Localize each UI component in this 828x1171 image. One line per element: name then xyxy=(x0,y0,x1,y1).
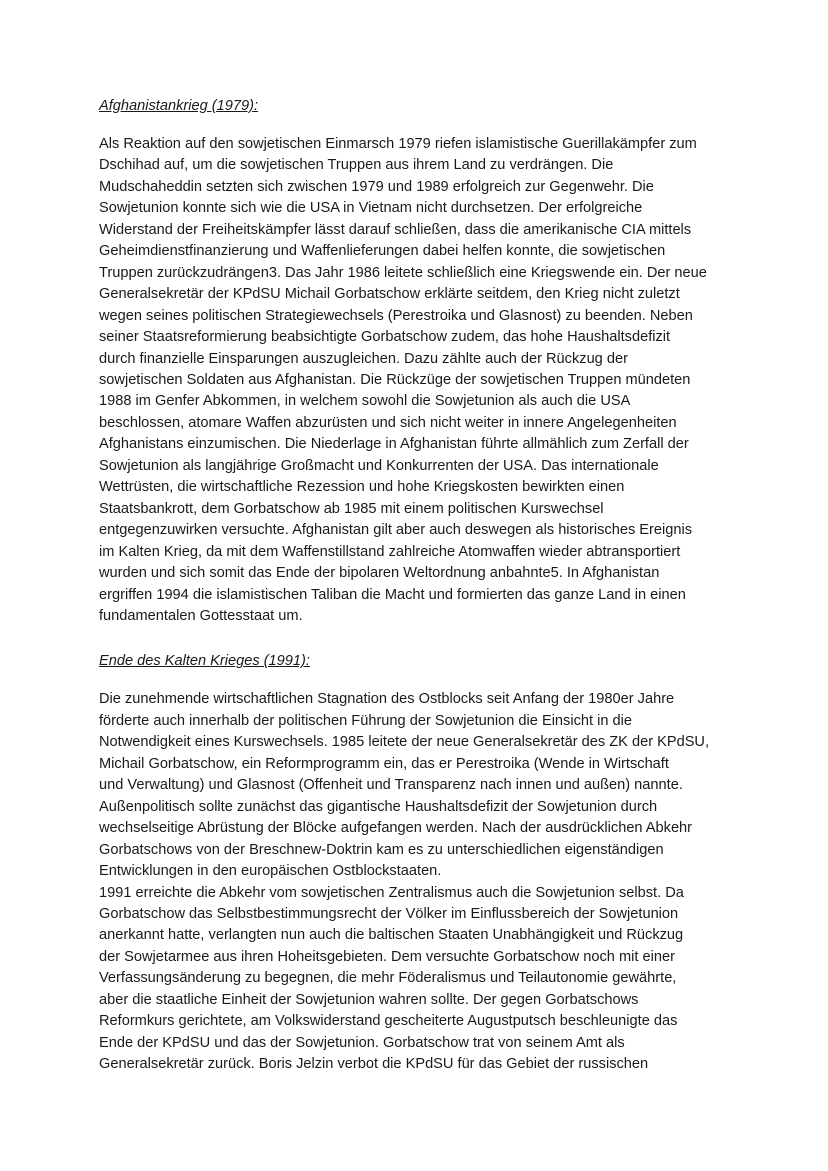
text-line: ergriffen 1994 die islamistischen Taliban die Macht und formierten das ganze Land in einen xyxy=(99,586,686,603)
text-line: förderte auch innerhalb der politischen Führung der Sowjetunion die Einsicht in die xyxy=(99,712,632,729)
text-line: 1991 erreichte die Abkehr vom sowjetischen Zentralismus auch die Sowjetunion selbst. Da xyxy=(99,884,684,901)
text-line: fundamentalen Gottesstaat um. xyxy=(99,607,303,624)
text-line: seiner Staatsreformierung beabsichtigte Gorbatschow zudem, das hohe Haushaltsdefizit xyxy=(99,329,671,346)
text-line: im Kalten Krieg, da mit dem Waffenstillstand zahlreiche Atomwaffen wieder abtransportiert xyxy=(99,543,681,560)
text-line: Sowjetunion konnte sich wie die USA in Vietnam nicht durchsetzen. Der erfolgreiche xyxy=(99,200,643,217)
text-line: Geheimdienstfinanzierung und Waffenlieferungen dabei helfen konnte, die sowjetischen xyxy=(99,243,666,260)
text-line: Die zunehmende wirtschaftlichen Stagnation des Ostblocks seit Anfang der 1980er Jahre xyxy=(99,691,675,708)
text-line: 1988 im Genfer Abkommen, in welchem sowohl die Sowjetunion als auch die USA xyxy=(99,393,631,410)
paragraph-ende-kalter-krieg-2 xyxy=(99,883,739,1076)
text-line: Verfassungsänderung zu begegnen, die mehr Föderalismus und Teilautonomie gewährte, xyxy=(99,970,677,987)
section-heading-ende-kalter-krieg: Ende des Kalten Krieges (1991): xyxy=(99,653,310,670)
text-line: beschlossen, atomare Waffen abzurüsten und sich nicht weiter in innere Angelegenheiten xyxy=(99,414,677,431)
text-line: Staatsbankrott, dem Gorbatschow ab 1985 mit einem politischen Kurswechsel xyxy=(99,500,604,517)
text-line: und Verwaltung) und Glasnost (Offenheit und Transparenz nach innen und außen) nannte. xyxy=(99,777,683,794)
text-line: Reformkurs gerichtete, am Volkswiderstand gescheiterte Augustputsch beschleunigte das xyxy=(99,1013,678,1030)
document-page xyxy=(99,95,739,1076)
text-line: sowjetischen Soldaten aus Afghanistan. Die Rückzüge der sowjetischen Truppen mündeten xyxy=(99,371,691,388)
text-line: durch finanzielle Einsparungen auszugleichen. Dazu zählte auch der Rückzug der xyxy=(99,350,628,367)
text-line: Generalsekretär der KPdSU Michail Gorbatschow erklärte seitdem, den Krieg nicht zuletzt xyxy=(99,286,680,303)
text-line: Sowjetunion als langjährige Großmacht und Konkurrenten der USA. Das internationale xyxy=(99,457,659,474)
text-line: der Sowjetarmee aus ihren Hoheitsgebieten. Dem versuchte Gorbatschow noch mit einer xyxy=(99,948,675,965)
text-line: Notwendigkeit eines Kurswechsels. 1985 leitete der neue Generalsekretär des ZK der KPdSU, xyxy=(99,734,710,751)
text-line: Widerstand der Freiheitskämpfer lässt darauf schließen, dass die amerikanische CIA mittels xyxy=(99,221,692,238)
section-heading-afghanistankrieg: Afghanistankrieg (1979): xyxy=(99,98,259,114)
text-line: Dschihad auf, um die sowjetischen Truppen aus ihrem Land zu verdrängen. Die xyxy=(99,157,614,174)
text-line: Als Reaktion auf den sowjetischen Einmarsch 1979 riefen islamistische Guerillakämpfer zum xyxy=(99,136,697,152)
text-line: wurden und sich somit das Ende der bipolaren Weltordnung anbahnte5. In Afghanistan xyxy=(99,565,660,582)
text-line: entgegenzuwirken versuchte. Afghanistan gilt aber auch deswegen als historisches Ereignis xyxy=(99,522,693,539)
text-line: Mudschaheddin setzten sich zwischen 1979 und 1989 erfolgreich zur Gegenwehr. Die xyxy=(99,178,654,195)
text-line: wechselseitige Abrüstung der Blöcke aufgefangen werden. Nach der ausdrücklichen Abkehr xyxy=(99,820,693,837)
section-spacer xyxy=(99,627,739,650)
text-line: Entwicklungen in den europäischen Ostblockstaaten. xyxy=(99,863,442,880)
paragraph-afghanistankrieg xyxy=(99,134,739,627)
text-line: anerkannt hatte, verlangten nun auch die baltischen Staaten Unabhängigkeit und Rückzug xyxy=(99,927,684,944)
text-line: Afghanistans einzumischen. Die Niederlage in Afghanistan führte allmählich zum Zerfall der xyxy=(99,436,689,453)
text-line: Gorbatschows von der Breschnew-Doktrin kam es zu unterschiedlichen eigenständigen xyxy=(99,841,664,858)
text-line: Ende der KPdSU und das der Sowjetunion. Gorbatschow trat von seinem Amt als xyxy=(99,1034,625,1051)
text-line: Außenpolitisch sollte zunächst das gigantische Haushaltsdefizit der Sowjetunion durch xyxy=(99,798,658,815)
text-line: Michail Gorbatschow, ein Reformprogramm ein, das er Perestroika (Wende in Wirtschaft xyxy=(99,755,669,772)
text-line: Truppen zurückzudrängen3. Das Jahr 1986 leitete schließlich eine Kriegswende ein. Der neue xyxy=(99,264,707,281)
text-line: wegen seines politischen Strategiewechsels (Perestroika und Glasnost) zu beenden. Neben xyxy=(99,307,693,324)
text-line: aber die staatliche Einheit der Sowjetunion wahren sollte. Der gegen Gorbatschows xyxy=(99,991,639,1008)
text-line: Wettrüsten, die wirtschaftliche Rezession und hohe Kriegskosten bewirkten einen xyxy=(99,479,625,496)
text-line: Gorbatschow das Selbstbestimmungsrecht der Völker im Einflussbereich der Sowjetunion xyxy=(99,905,679,922)
paragraph-ende-kalter-krieg-1 xyxy=(99,689,739,882)
text-line: Generalsekretär zurück. Boris Jelzin verbot die KPdSU für das Gebiet der russischen xyxy=(99,1056,649,1073)
